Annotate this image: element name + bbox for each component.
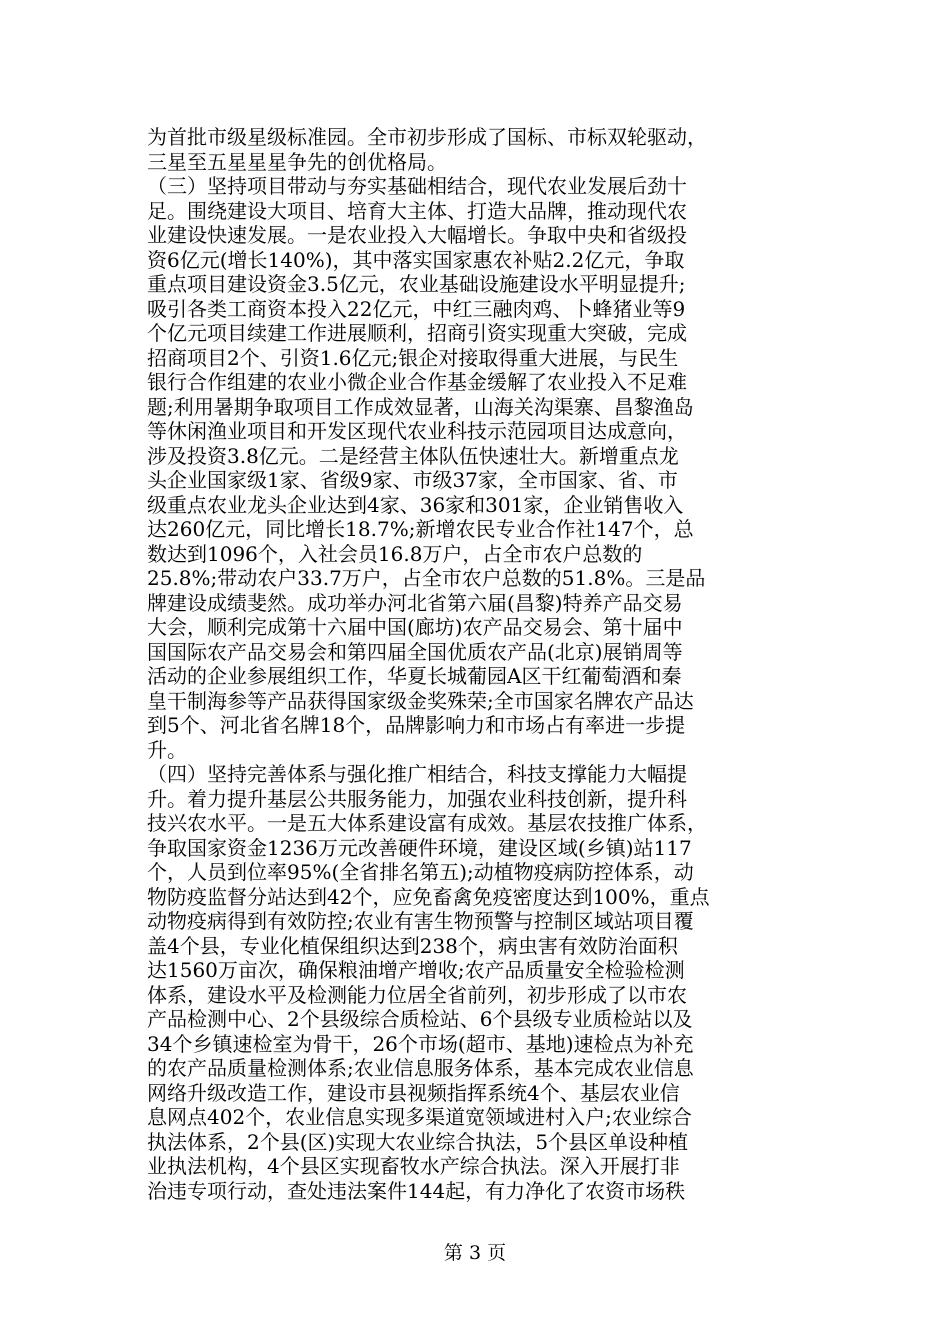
text-line: 大会，顺利完成第十六届中国(廊坊)农产品交易会、第十届中 <box>147 615 683 639</box>
text-line: 升。着力提升基层公共服务能力，加强农业科技创新，提升科 <box>147 786 687 811</box>
text-line: 皇干制海参等产品获得国家级金奖殊荣;全市国家名牌农产品达 <box>147 688 694 713</box>
text-line: 涉及投资3.8亿元。二是经营主体队伍快速壮大。新增重点龙 <box>147 443 679 468</box>
document-body <box>147 125 809 1203</box>
text-line: 三星至五星星星争先的创优格局。 <box>147 149 447 174</box>
text-line: 物防疫监督分站达到42个，应免畜禽免疫密度达到100%，重点 <box>147 884 710 909</box>
text-line: 到5个、河北省名牌18个，品牌影响力和市场占有率进一步提 <box>147 713 686 737</box>
text-line: 题;利用暑期争取项目工作成效显著，山海关沟渠寨、昌黎渔岛 <box>147 394 694 419</box>
text-line: 产品检测中心、2个县级综合质检站、6个县级专业质检站以及 <box>147 1007 693 1031</box>
text-line: 重点项目建设资金3.5亿元，农业基础设施建设水平明显提升; <box>147 272 686 296</box>
text-line: 等休闲渔业项目和开发区现代农业科技示范园项目达成意向， <box>147 419 687 443</box>
text-line: 盖4个县，专业化植保组织达到238个，病虫害有效防治面积 <box>147 933 678 958</box>
text-line: 个亿元项目续建工作进展顺利，招商引资实现重大突破，完成 <box>147 321 687 345</box>
text-line: （三）坚持项目带动与夯实基础相结合，现代农业发展后劲十 <box>147 174 687 198</box>
text-line: 招商项目2个、引资1.6亿元;银企对接取得重大进展，与民生 <box>147 345 679 370</box>
text-line: 足。围绕建设大项目、培育大主体、打造大品牌，推动现代农 <box>147 198 687 223</box>
text-line: 体系，建设水平及检测能力位居全省前列，初步形成了以市农 <box>147 982 687 1007</box>
text-line: （四）坚持完善体系与强化推广相结合，科技支撑能力大幅提 <box>147 762 687 786</box>
text-line: 网络升级改造工作，建设市县视频指挥系统4个、基层农业信 <box>147 1080 680 1105</box>
text-line: 数达到1096个，入社会员16.8万户，占全市农户总数的 <box>147 541 643 566</box>
text-line: 银行合作组建的农业小微企业合作基金缓解了农业投入不足难 <box>147 370 687 394</box>
text-line: 息网点402个，农业信息实现多渠道宽领域进村入户;农业综合 <box>147 1105 692 1129</box>
text-line: 25.8%;带动农户33.7万户，占全市农户总数的51.8%。三是品 <box>147 566 706 590</box>
text-line: 达1560万亩次，确保粮油增产增收;农产品质量安全检验检测 <box>147 958 685 982</box>
text-line: 为首批市级星级标准园。全市初步形成了国标、市标双轮驱动， <box>147 125 707 149</box>
text-line: 34个乡镇速检室为骨干，26个市场(超市、基地)速检点为补充 <box>147 1031 694 1056</box>
text-line: 业建设快速发展。一是农业投入大幅增长。争取中央和省级投 <box>147 223 687 247</box>
text-line: 执法体系，2个县(区)实现大农业综合执法，5个县区单设种植 <box>147 1129 689 1154</box>
text-line: 级重点农业龙头企业达到4家、36家和301家，企业销售收入 <box>147 492 684 517</box>
text-line: 个，人员到位率95%(全省排名第五);动植物疫病防控体系，动 <box>147 860 694 884</box>
text-line: 争取国家资金1236万元改善硬件环境，建设区域(乡镇)站117 <box>147 835 692 860</box>
text-line: 技兴农水平。一是五大体系建设富有成效。基层农技推广体系， <box>147 811 707 835</box>
text-line: 达260亿元，同比增长18.7%;新增农民专业合作社147个，总 <box>147 517 694 541</box>
text-line: 升。 <box>147 737 187 762</box>
text-line: 治违专项行动，查处违法案件144起，有力净化了农资市场秩 <box>147 1178 686 1203</box>
text-line: 的农产品质量检测体系;农业信息服务体系，基本完成农业信息 <box>147 1056 694 1080</box>
text-line: 业执法机构，4个县区实现畜牧水产综合执法。深入开展打非 <box>147 1154 680 1178</box>
text-line: 头企业国家级1家、省级9家、市级37家，全市国家、省、市 <box>147 468 678 492</box>
text-line: 牌建设成绩斐然。成功举办河北省第六届(昌黎)特养产品交易 <box>147 590 683 615</box>
page-number: 第 3 页 <box>443 1242 507 1264</box>
text-line: 国国际农产品交易会和第四届全国优质农产品(北京)展销周等 <box>147 639 683 664</box>
text-line: 资6亿元(增长140%)，其中落实国家惠农补贴2.2亿元，争取 <box>147 247 685 272</box>
text-line: 动物疫病得到有效防控;农业有害生物预警与控制区域站项目覆 <box>147 909 694 933</box>
text-line: 吸引各类工商资本投入22亿元，中红三融肉鸡、卜蜂猪业等9 <box>147 296 686 321</box>
text-line: 活动的企业参展组织工作，华夏长城葡园A区干红葡萄酒和秦 <box>147 664 682 688</box>
